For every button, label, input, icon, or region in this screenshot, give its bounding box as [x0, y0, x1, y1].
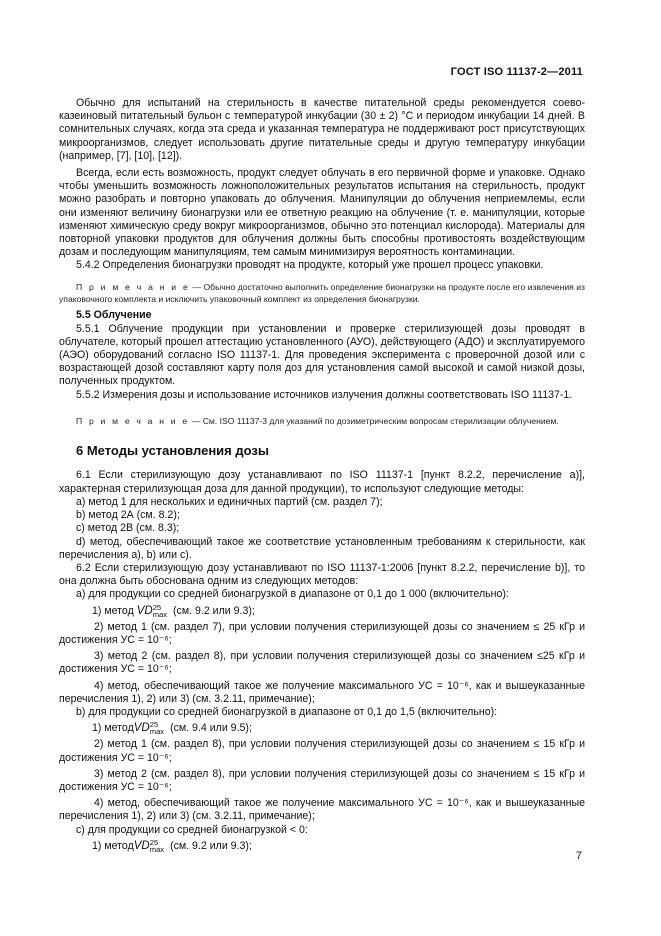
note-bioburden	[59, 281, 585, 306]
list-item-6-1-b: b) метод 2А (см. 8.2);	[76, 509, 180, 522]
note-text: — Обычно достаточно выполнить определение бионагрузки на продукте после его извлечения из упаковочного комплекта и исключить упаковочный комплект из определения бионагрузки.	[59, 281, 585, 305]
list-item-b-3: 3) метод 2 (см. раздел 8), при условии получения стерилизующей дозы со значением ≤ 15 кГр и достижения УС = 10⁻⁶;	[59, 767, 585, 793]
note-dosimetry	[59, 415, 585, 427]
list-item-6-2-c: c) для продукции со средней бионагрузкой < 0:	[76, 823, 308, 836]
list-item-b-2: 2) метод 1 (см. раздел 8), при условии получения стерилизующей дозы со значением ≤ 15 кГр и достижения УС = 10⁻⁶;	[59, 738, 585, 764]
list-item-6-2-a: а) для продукции со средней бионагрузкой в диапазоне от 0,1 до 1 000 (включительно):	[76, 588, 509, 601]
list-item-6-1-c: c) метод 2В (см. 8.3);	[76, 522, 180, 535]
paragraph-6-1: 6.1 Если стерилизующую дозу устанавливают по ISO 11137-1 [пункт 8.2.2, перечисление а)], характерная стерилизующая доза для данной продукции), то используют следующие методы:	[59, 469, 585, 495]
list-item-a-4: 4) метод, обеспечивающий такое же получение максимального УС = 10⁻⁶, как и вышеуказанные перечисления 1), 2) или 3) (см. 3.2.11, примечание);	[59, 679, 585, 705]
note-label: П р и м е ч а н и е	[76, 281, 190, 292]
document-header: ГОСТ ISO 11137-2—2011	[450, 66, 583, 78]
paragraph-5-5-2: 5.5.2 Измерения дозы и использование источников излучения должны соответствовать ISO 11137-1.	[76, 388, 573, 401]
section-5-5-heading: 5.5 Облучение	[76, 309, 152, 322]
list-item-6-1-a: а) метод 1 для нескольких и единичных партий (см. раздел 7);	[76, 495, 383, 508]
list-item-c-1: 1) методVD 25 max (см. 9.2 или 9.3);	[92, 837, 252, 854]
list-item-6-1-d: d) метод, обеспечивающий такое же соответствие установленным требованиям к стерильности, как перечисления а), b) или с).	[59, 535, 585, 561]
document-body	[59, 97, 585, 853]
list-item-6-2-b: b) для продукции со средней бионагрузкой в диапазоне от 0,1 до 1,5 (включительно):	[76, 705, 498, 718]
note-label: П р и м е ч а н и е	[76, 415, 190, 426]
paragraph-culture-medium: Обычно для испытаний на стерильность в качестве питательной среды рекомендуется соево-казеиновый питательный бульон с температурой инкубации (30 ± 2) °С и периодом инкубации 14 дней. В сомнительных случаях, когда эта среда и указанная температура не поддерживают рост присутствующих микроорганизмов, следует использовать другие питательные среды и другую температуру инкубации (например, [7], [10], [12]).	[59, 97, 585, 162]
note-text: — См. ISO 11137-3 для указаний по дозиметрическим вопросам стерилизации облучением.	[189, 415, 559, 426]
list-item-b-1: 1) методVD 25 max (см. 9.4 или 9.5);	[92, 720, 252, 737]
paragraph-irradiation-packaging: Всегда, если есть возможность, продукт следует облучать в его первичной форме и упаковке. Однако чтобы уменьшить возможность ложноположительных результатов испытания на стерильность, продукт можно разобрать и повторно упаковать до облучения. Манипуляции до облучения неприемлемы, если они изменяют величину бионагрузки или ее ответную реакцию на облучение (т. е. манипуляции, которые изменяют химическую среду вокруг микроорганизмов, обычно это потенциал кислорода). Материалы для повторной упаковки продуктов для облучения должны быть способны противостоять воздействующим дозам и последующим манипуляциям, тем самым минимизируя вероятность контаминации.	[59, 167, 585, 259]
paragraph-5-5-1: 5.5.1 Облучение продукции при установлении и проверке стерилизующей дозы проводят в облучателе, который прошел аттестацию установленного (АУО), действующего (АДО) и эксплуатируемого (АЭО) оборудований согласно ISO 11137-1. Для проведения эксперимента с проверочной дозой или с возрастающей дозой составляют карту поля доз для установления самой высокой и самой низкой дозы, полученных продуктом.	[59, 322, 585, 388]
list-item-a-1: 1) метод VD 25 max (см. 9.2 или 9.3);	[92, 602, 255, 619]
page-number: 7	[575, 850, 582, 862]
paragraph-6-2: 6.2 Если стерилизующую дозу устанавливают по ISO 11137-1:2006 [пункт 8.2.2, перечисление b)], то она должна быть обоснована одним из следующих методов:	[59, 561, 585, 588]
paragraph-5-4-2: 5.4.2 Определения бионагрузки проводят на продукте, который уже прошел процесс упаковки.	[76, 259, 544, 272]
list-item-a-3: 3) метод 2 (см. раздел 8), при условии получения стерилизующей дозы со значением ≤25 кГр и достижения УС = 10⁻⁶;	[59, 650, 585, 676]
list-item-b-4: 4) метод, обеспечивающий такое же получение максимального УС = 10⁻⁶, как и вышеуказанные перечисления 1), 2) или 3) (см. 3.2.11, примечание);	[59, 797, 585, 823]
list-item-a-2: 2) метод 1 (см. раздел 7), при условии получения стерилизующей дозы со значением ≤ 25 кГр и достижения УС = 10⁻⁶;	[59, 620, 585, 646]
section-6-heading: 6 Методы установления дозы	[76, 443, 269, 459]
